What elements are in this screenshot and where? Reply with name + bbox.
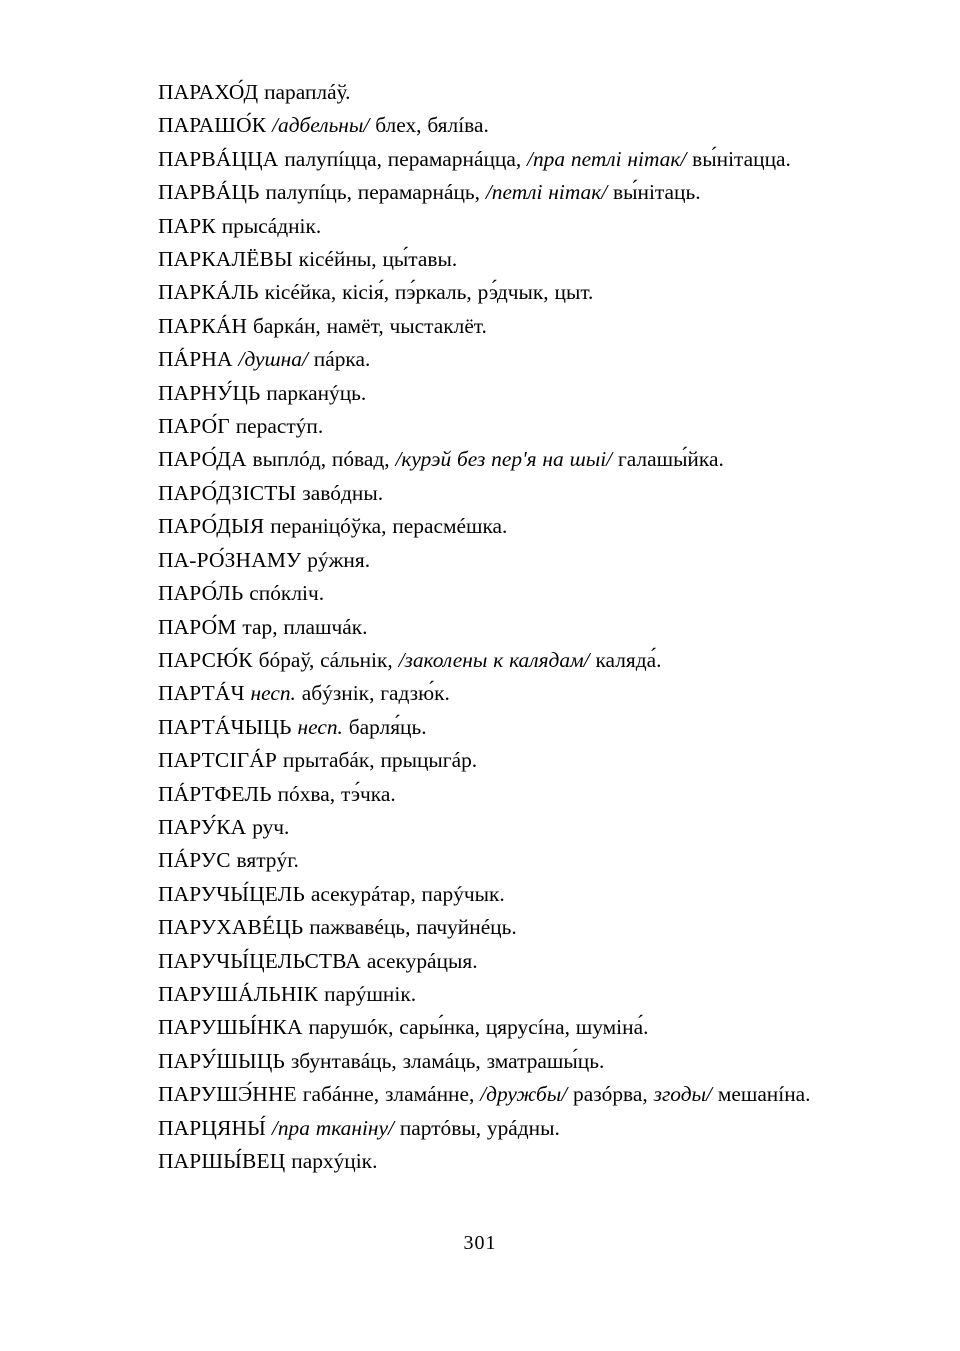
dictionary-entry xyxy=(100,143,862,176)
entry-grammar-label: несп. xyxy=(250,681,296,706)
dictionary-entry xyxy=(100,844,862,877)
entry-headword: ПАРНУ́ЦЬ xyxy=(158,380,261,405)
entry-usage-note: /пра тканіну/ xyxy=(271,1115,394,1140)
entry-definition-cont: вы́нітацца. xyxy=(692,146,791,171)
entry-definition: асекурáтар, парýчык. xyxy=(310,881,505,906)
dictionary-entry xyxy=(100,711,862,744)
entry-headword: ПАРО́М xyxy=(158,614,237,639)
entry-headword: ПАРАХО́Д xyxy=(158,80,259,104)
entry-headword: ПАРО́ДЫЯ xyxy=(158,514,265,539)
entry-headword: ПАРТÁЧ xyxy=(158,681,245,706)
entry-definition: спóкліч. xyxy=(249,581,325,606)
entry-definition: тар, плашчáк. xyxy=(242,614,368,639)
entry-headword: ПАРСЮ́К xyxy=(158,647,253,672)
entry-definition: блех, бялíва. xyxy=(375,113,489,138)
entry-headword: ПÁРНА xyxy=(158,347,233,372)
dictionary-entry xyxy=(100,945,862,978)
dictionary-entry xyxy=(100,911,862,944)
entry-headword: ПАРКÁН xyxy=(158,313,248,338)
entry-headword: ПАРУШЭ́ННЕ xyxy=(158,1082,297,1107)
entry-definition: кісéйка, кісія́, пэ́ркаль, рэ́дчык, цыт. xyxy=(264,280,594,305)
entry-headword: ПАРТСІГÁР xyxy=(158,748,278,773)
dictionary-entry xyxy=(100,377,862,410)
entry-headword: ПАРКАЛЁВЫ xyxy=(158,247,293,272)
entry-headword: ПАРЦЯНЫ́ xyxy=(158,1115,267,1140)
entry-definition: бóраў, сáльнік, xyxy=(258,647,393,672)
dictionary-entry xyxy=(100,443,862,476)
entry-definition: партóвы, урáдны. xyxy=(399,1115,560,1140)
entry-definition: параплáў. xyxy=(264,80,351,104)
dictionary-entry xyxy=(100,811,862,844)
entry-usage-note: /заколены к калядам/ xyxy=(398,647,590,672)
entry-grammar-label: несп. xyxy=(297,714,343,739)
entry-headword: ПАРШЫ́ВЕЦ xyxy=(158,1149,286,1173)
dictionary-entry xyxy=(100,1045,862,1078)
entry-headword: ПАРО́ДА xyxy=(158,447,247,472)
entry-definition: абýзнік, гадзю́к. xyxy=(301,681,450,706)
entry-definition: збунтавáць, зламáць, зматрашы́ць. xyxy=(290,1048,605,1073)
entry-definition: вятрýг. xyxy=(236,848,299,873)
entry-headword: ПАРКÁЛЬ xyxy=(158,280,259,305)
entry-headword: ПАРТÁЧЫЦЬ xyxy=(158,714,292,739)
entry-headword: ПАРУХАВÉЦЬ xyxy=(158,915,304,940)
entry-headword: ПАРУШÁЛЬНІК xyxy=(158,981,319,1006)
entry-definition: палупíцца, перамарнáцца, xyxy=(284,146,522,171)
entry-definition: барля́ць. xyxy=(348,714,427,739)
entry-headword: ПАРУЧЫ́ЦЕЛЬ xyxy=(158,881,305,906)
entry-headword: ПАРУ́ШЫЦЬ xyxy=(158,1048,285,1073)
entry-headword: ПÁРТФЕЛЬ xyxy=(158,781,272,806)
entry-definition-cont: вы́нітаць. xyxy=(613,180,701,205)
dictionary-entry xyxy=(100,1011,862,1044)
dictionary-entry xyxy=(100,109,862,142)
entry-definition: прытабáк, прыцыгáр. xyxy=(282,748,478,773)
dictionary-entry xyxy=(100,644,862,677)
dictionary-entry xyxy=(100,410,862,443)
entry-definition: пераніцóўка, перасмéшка. xyxy=(270,514,508,539)
entry-definition: кісéйны, цы́тавы. xyxy=(298,247,458,272)
entry-definition: палупíць, перамарнáць, xyxy=(265,180,480,205)
entry-definition: баркáн, намёт, чыстаклёт. xyxy=(253,313,487,338)
entry-usage-note: /петлі нітак/ xyxy=(485,180,608,205)
entry-usage-note: /адбельны/ xyxy=(272,113,370,138)
entry-definition: парканýць. xyxy=(266,380,367,405)
entry-headword: ПАРО́ДЗІСТЫ xyxy=(158,480,297,505)
dictionary-entry xyxy=(100,544,862,577)
dictionary-entry xyxy=(100,76,862,109)
dictionary-entry xyxy=(100,510,862,543)
entry-definition: руч. xyxy=(252,814,290,839)
dictionary-entry xyxy=(100,176,862,209)
dictionary-entry xyxy=(100,577,862,610)
entry-headword: ПАРУШЫ́НКА xyxy=(158,1015,303,1040)
entry-usage-note-2: згоды/ xyxy=(653,1082,712,1107)
entry-usage-note: /курэй без пер'я на шыі/ xyxy=(395,447,613,472)
entry-headword: ПАРАШО́К xyxy=(158,113,267,138)
entry-headword: ПАРУЧЫ́ЦЕЛЬСТВА xyxy=(158,948,361,973)
entry-definition: пажвавéць, пачуйнéць. xyxy=(309,915,517,940)
entry-usage-note: /пра петлі нітак/ xyxy=(527,146,687,171)
entry-headword: ПАРВÁЦЦА xyxy=(158,146,279,171)
dictionary-entry xyxy=(100,878,862,911)
entry-definition-cont: галашы́йка. xyxy=(617,447,724,472)
entry-definition: перастýп. xyxy=(235,414,324,439)
dictionary-entry xyxy=(100,1112,862,1145)
entry-definition: пáрка. xyxy=(313,347,371,372)
dictionary-entry xyxy=(100,477,862,510)
dictionary-entry xyxy=(100,978,862,1011)
page-number: 301 xyxy=(463,1232,497,1254)
entry-definition-cont-2: мешанíна. xyxy=(717,1082,811,1107)
entry-definition: парушóк, сары́нка, цярусíна, шуміна́. xyxy=(308,1015,649,1040)
entry-headword: ПАРУ́КА xyxy=(158,814,247,839)
entry-definition: прысáднік. xyxy=(221,213,322,238)
entry-definition: рýжня. xyxy=(307,547,371,572)
dictionary-entry xyxy=(100,611,862,644)
entry-headword: ПАРК xyxy=(158,213,216,238)
entry-definition-cont: разóрва, xyxy=(573,1082,648,1107)
entry-definition: пархýцік. xyxy=(291,1149,378,1173)
dictionary-entry xyxy=(100,243,862,276)
entry-headword: ПА-РО́ЗНАМУ xyxy=(158,547,302,572)
entry-usage-note: /дружбы/ xyxy=(480,1082,568,1107)
dictionary-entry xyxy=(100,1145,862,1178)
dictionary-entry xyxy=(100,1078,862,1111)
entry-definition-cont: каляда́. xyxy=(595,647,662,672)
dictionary-entry xyxy=(100,778,862,811)
entry-column xyxy=(100,76,862,1178)
entry-definition: пóхва, тэ́чка. xyxy=(277,781,396,806)
entry-headword: ПÁРУС xyxy=(158,848,231,873)
dictionary-entry xyxy=(100,744,862,777)
entry-definition: габáнне, зламáнне, xyxy=(302,1082,475,1107)
dictionary-entry xyxy=(100,310,862,343)
entry-headword: ПАРВÁЦЬ xyxy=(158,180,260,205)
dictionary-entry xyxy=(100,677,862,710)
dictionary-entry xyxy=(100,276,862,309)
entry-headword: ПАРО́ЛЬ xyxy=(158,581,244,606)
entry-definition: парýшнік. xyxy=(324,981,417,1006)
entry-definition: завóдны. xyxy=(302,480,384,505)
entry-headword: ПАРО́Г xyxy=(158,414,230,439)
entry-definition: выплóд, пóвад, xyxy=(252,447,390,472)
entry-definition: асекурáцыя. xyxy=(366,948,478,973)
dictionary-entry xyxy=(100,343,862,376)
dictionary-entry xyxy=(100,210,862,243)
entry-usage-note: /душна/ xyxy=(238,347,308,372)
